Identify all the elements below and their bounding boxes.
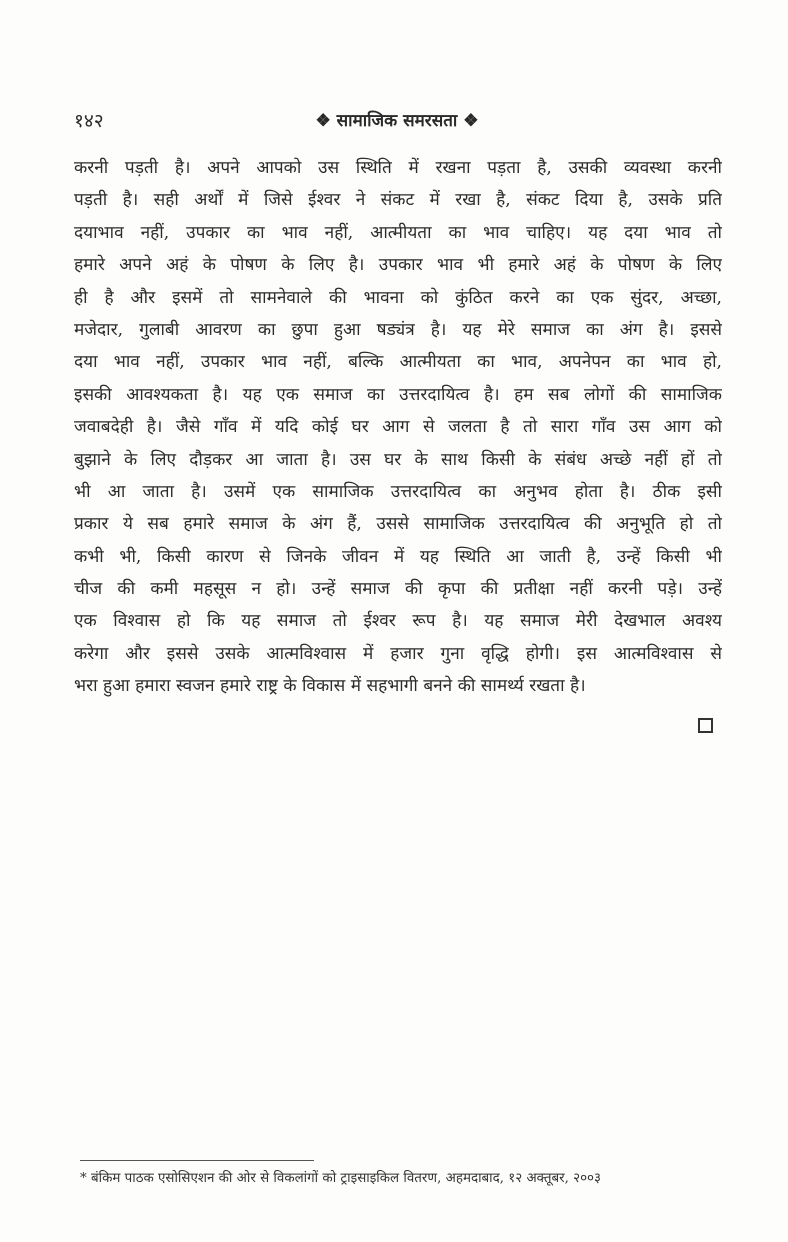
text-line: बुझाने के लिए दौड़कर आ जाता है। उस घर के साथ किसी के संबंध अच्छे नहीं हों तो (74, 449, 722, 470)
running-head: ❖ सामाजिक समरसता ❖ (315, 111, 479, 131)
text-line: पड़ती है। सही अर्थों में जिसे ईश्वर ने संकट में रखा है, संकट दिया है, उसके प्रति (74, 190, 722, 211)
text-line: एक विश्वास हो कि यह समाज तो ईश्वर रूप है। यह समाज मेरी देखभाल अवश्य (74, 611, 722, 632)
page-header (74, 106, 720, 136)
text-line: कभी भी, किसी कारण से जिनके जीवन में यह स्थिति आ जाती है, उन्हें किसी भी (74, 546, 722, 567)
footnote: * बंकिम पाठक एसोसिएशन की ओर से विकलांगों को ट्राइसाइकिल वितरण, अहमदाबाद, १२ अक्तूबर, २००३ (80, 1171, 601, 1186)
text-line: जवाबदेही है। जैसे गाँव में यदि कोई घर आग से जलता है तो सारा गाँव उस आग को (74, 417, 722, 438)
end-of-section-square-icon (698, 718, 713, 733)
text-line: भरा हुआ हमारा स्वजन हमारे राष्ट्र के विकास में सहभागी बनने की सामर्थ्य रखता है। (74, 676, 586, 697)
text-line: ही है और इसमें तो सामनेवाले की भावना को कुंठित करने का एक सुंदर, अच्छा, (74, 287, 722, 308)
text-line: प्रकार ये सब हमारे समाज के अंग हैं, उससे सामाजिक उत्तरदायित्व की अनुभूति हो तो (74, 514, 722, 535)
text-line: हमारे अपने अहं के पोषण के लिए है। उपकार भाव भी हमारे अहं के पोषण के लिए (74, 255, 722, 276)
text-line: चीज की कमी महसूस न हो। उन्हें समाज की कृपा की प्रतीक्षा नहीं करनी पड़े। उन्हें (74, 579, 722, 600)
text-line: मजेदार, गुलाबी आवरण का छुपा हुआ षड्यंत्र है। यह मेरे समाज का अंग है। इससे (74, 319, 722, 340)
text-line: इसकी आवश्यकता है। यह एक समाज का उत्तरदायित्व है। हम सब लोगों की सामाजिक (74, 384, 722, 405)
text-line: करेगा और इससे उसके आत्मविश्वास में हजार गुना वृद्धि होगी। इस आत्मविश्वास से (74, 643, 722, 664)
text-line: दयाभाव नहीं, उपकार का भाव नहीं, आत्मीयता का भाव चाहिए। यह दया भाव तो (74, 222, 722, 243)
footnote-divider (80, 1160, 314, 1161)
page-number: १४२ (74, 110, 104, 132)
text-line: करनी पड़ती है। अपने आपको उस स्थिति में रखना पड़ता है, उसकी व्यवस्था करनी (74, 158, 722, 178)
text-line: भी आ जाता है। उसमें एक सामाजिक उत्तरदायित्व का अनुभव होता है। ठीक इसी (74, 481, 722, 502)
text-line: दया भाव नहीं, उपकार भाव नहीं, बल्कि आत्मीयता का भाव, अपनेपन का भाव हो, (74, 352, 722, 373)
body-paragraph (74, 152, 722, 703)
